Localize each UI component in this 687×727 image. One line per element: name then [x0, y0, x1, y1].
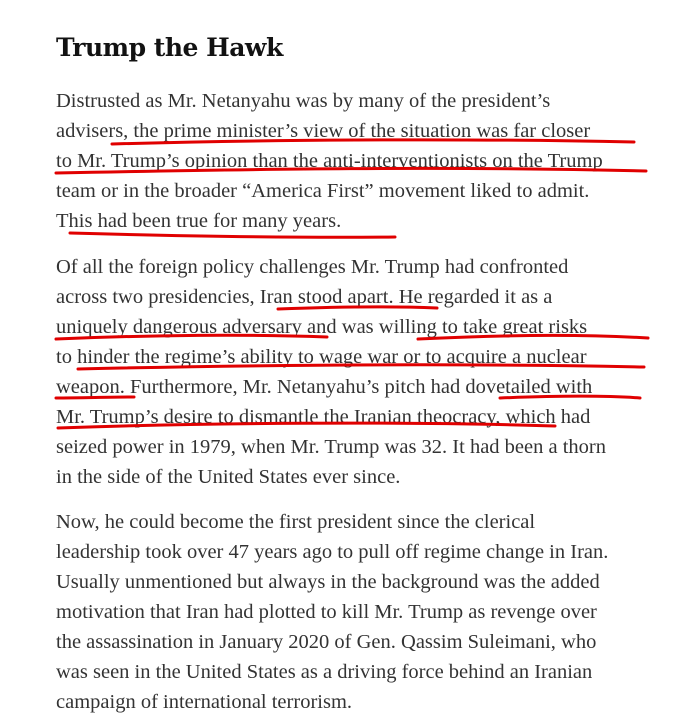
- text-line: Usually unmentioned but always in the background was the added: [56, 571, 600, 593]
- text-line: Mr. Trump’s desire to dismantle the Iranian theocracy, which had: [56, 406, 591, 428]
- text-line: motivation that Iran had plotted to kill Mr. Trump as revenge over: [56, 601, 597, 623]
- text-line: in the side of the United States ever since.: [56, 466, 401, 488]
- text-line: advisers, the prime minister’s view of the situation was far closer: [56, 120, 591, 142]
- text-line: the assassination in January 2020 of Gen. Qassim Suleimani, who: [56, 631, 597, 653]
- paragraph-3: [56, 507, 676, 717]
- text-line: This had been true for many years.: [56, 210, 342, 232]
- paragraph-1: [56, 86, 676, 236]
- paragraph-2: [56, 252, 676, 492]
- text-line: campaign of international terrorism.: [56, 691, 353, 713]
- text-line: weapon. Furthermore, Mr. Netanyahu’s pitch had dovetailed with: [56, 376, 593, 398]
- text-line: seized power in 1979, when Mr. Trump was 32. It had been a thorn: [56, 436, 606, 458]
- text-line: Of all the foreign policy challenges Mr. Trump had confronted: [56, 256, 569, 278]
- text-line: uniquely dangerous adversary and was willing to take great risks: [56, 316, 588, 338]
- text-line: to hinder the regime’s ability to wage war or to acquire a nuclear: [56, 346, 587, 368]
- text-line: Distrusted as Mr. Netanyahu was by many of the president’s: [56, 90, 551, 112]
- text-line: was seen in the United States as a driving force behind an Iranian: [56, 661, 593, 683]
- text-line: Now, he could become the first president since the clerical: [56, 511, 536, 533]
- text-line: team or in the broader “America First” movement liked to admit.: [56, 180, 590, 202]
- text-line: across two presidencies, Iran stood apart. He regarded it as a: [56, 286, 553, 308]
- text-line: leadership took over 47 years ago to pull off regime change in Iran.: [56, 541, 609, 563]
- section-heading: Trump the Hawk: [56, 33, 283, 62]
- text-line: to Mr. Trump’s opinion than the anti-interventionists on the Trump: [56, 150, 603, 172]
